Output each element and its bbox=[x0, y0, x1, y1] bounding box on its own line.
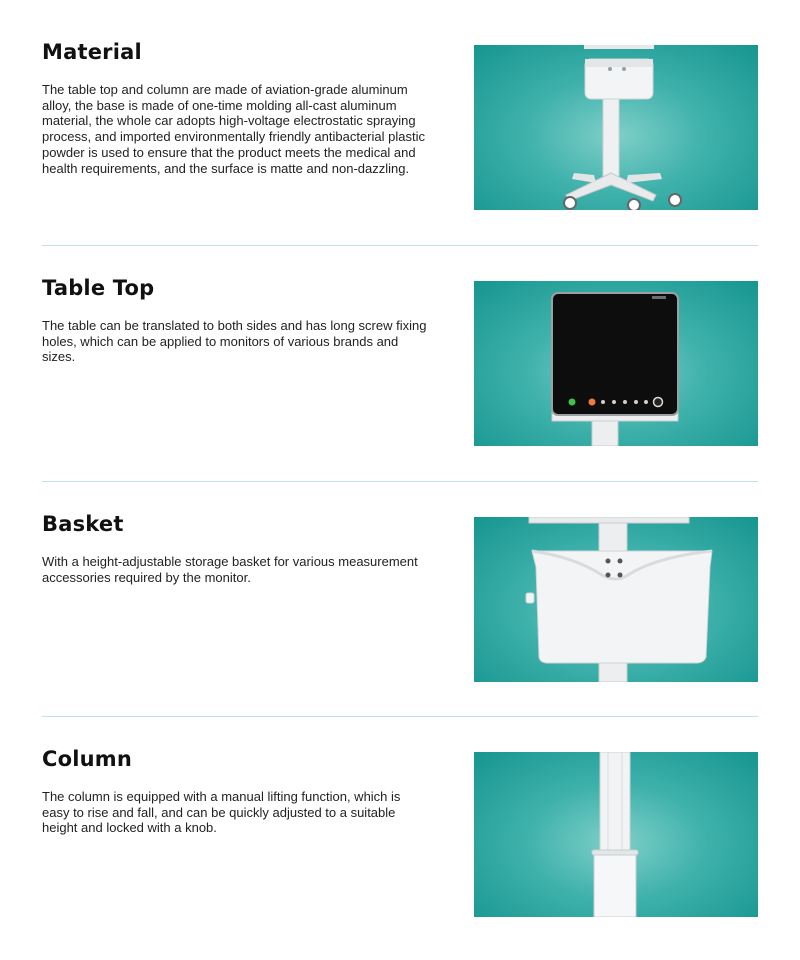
section-column bbox=[0, 707, 800, 942]
basket-photo bbox=[474, 517, 758, 682]
section-table-top bbox=[0, 236, 800, 471]
monitor-photo bbox=[474, 281, 758, 446]
section-material bbox=[0, 0, 800, 235]
section-title: Material bbox=[42, 40, 142, 64]
section-title: Basket bbox=[42, 512, 124, 536]
section-description: With a height-adjustable storage basket for various measurement accessories required by the monitor. bbox=[42, 554, 418, 585]
section-basket bbox=[0, 472, 800, 707]
section-description: The column is equipped with a manual lifting function, which is easy to rise and fall, and can be quickly adjusted to a suitable height and locked with a knob. bbox=[42, 789, 401, 836]
column-photo bbox=[474, 752, 758, 917]
section-description: The table top and column are made of aviation-grade aluminum alloy, the base is made of one-time molding all-cast aluminum material, the whole car adopts high-voltage electrostatic spraying process, and imported environmentally friendly antibacterial plastic powder is used to ensure that the product meets the medical and health requirements, and the surface is matte and non-dazzling. bbox=[42, 82, 425, 176]
section-description: The table can be translated to both sides and has long screw fixing holes, which can be applied to monitors of various brands and sizes. bbox=[42, 318, 427, 365]
cart-base-photo bbox=[474, 45, 758, 210]
section-title: Column bbox=[42, 747, 133, 771]
section-title: Table Top bbox=[42, 276, 155, 300]
